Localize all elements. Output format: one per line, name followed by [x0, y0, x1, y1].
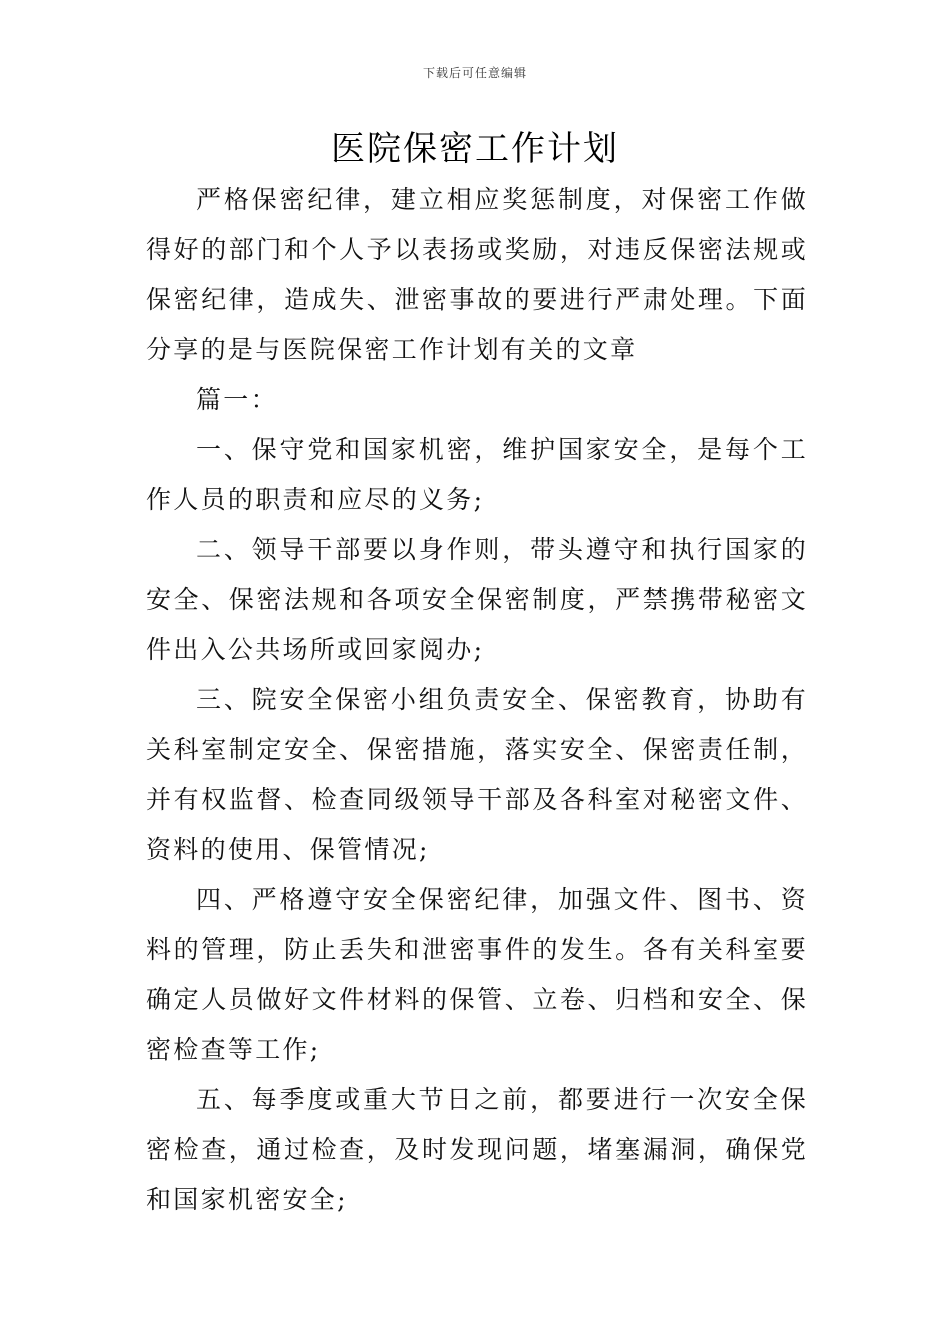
clause-paragraph-4: 四、严格遵守安全保密纪律，加强文件、图书、资料的管理，防止丢失和泄密事件的发生。各有关科室要确定人员做好文件材料的保管、立卷、归档和安全、保密检查等工作;	[146, 885, 808, 1064]
section-heading: 篇一：	[196, 385, 278, 414]
clause-paragraph-3: 三、院安全保密小组负责安全、保密教育，协助有关科室制定安全、保密措施，落实安全、保密责任制，并有权监督、检查同级领导干部及各科室对秘密文件、资料的使用、保管情况;	[146, 685, 808, 864]
header-note: 下载后可任意编辑	[422, 66, 527, 80]
document-body	[146, 175, 808, 1225]
clause-paragraph-2: 二、领导干部要以身作则，带头遵守和执行国家的安全、保密法规和各项安全保密制度，严禁携带秘密文件出入公共场所或回家阅办;	[146, 535, 808, 664]
document-title: 医院保密工作计划	[331, 129, 619, 169]
clause-paragraph-5: 五、每季度或重大节日之前，都要进行一次安全保密检查，通过检查，及时发现问题，堵塞漏洞，确保党和国家机密安全;	[146, 1085, 808, 1214]
intro-paragraph: 严格保密纪律，建立相应奖惩制度，对保密工作做得好的部门和个人予以表扬或奖励，对违反保密法规或保密纪律，造成失、泄密事故的要进行严肃处理。下面分享的是与医院保密工作计划有关的文章	[146, 185, 808, 364]
clause-paragraph-1: 一、保守党和国家机密，维护国家安全，是每个工作人员的职责和应尽的义务;	[146, 435, 808, 514]
